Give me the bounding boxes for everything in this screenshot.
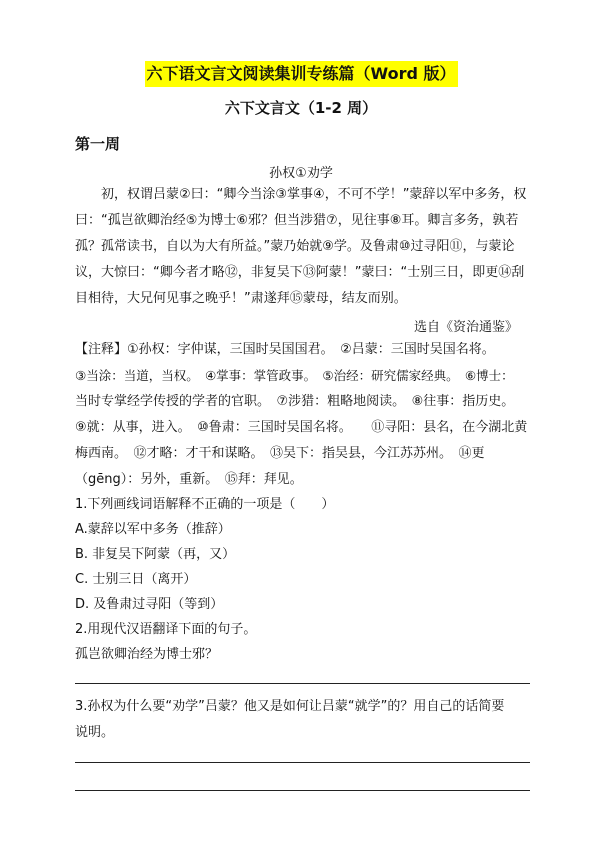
question-1-option-d[interactable]: D. 及鲁肃过寻阳（等到）: [75, 597, 224, 612]
question-1-option-a[interactable]: A.蒙辞以军中多务（推辞）: [75, 522, 231, 537]
document-subtitle: 六下文言文（1-2 周）: [224, 99, 378, 117]
document-title: [0, 61, 602, 87]
passage-line: 议，大惊曰：“卿今者才略⑫，非复吴下⑬阿蒙！”蒙曰：“士别三日，即更⑭刮: [75, 265, 525, 280]
passage-line: 初，权谓吕蒙②曰：“卿今当涂③掌事④，不可不学！”蒙辞以军中多务，权: [75, 187, 527, 202]
answer-line[interactable]: [75, 762, 530, 763]
note-line: 梅西南。 ⑫才略：才干和谋略。 ⑬吴下：指吴县，今江苏苏州。 ⑭更: [75, 446, 485, 461]
passage-line: 曰：“孤岂欲卿治经⑤为博士⑥邪？但当涉猎⑦，见往事⑧耳。卿言多务，孰若: [75, 213, 519, 228]
question-2-sentence: 孤岂欲卿治经为博士邪？: [75, 647, 219, 662]
note-line: （gēng）：另外，重新。 ⑮拜：拜见。: [75, 472, 303, 487]
document-title-text: 六下语文言文阅读集训专练篇（Word 版）: [145, 61, 458, 87]
note-line: ⑨就：从事，进入。 ⑩鲁肃：三国时吴国名将。 ⑪寻阳：县名，在今湖北黄: [75, 420, 528, 435]
passage-source: 选自《资治通鉴》: [413, 320, 518, 335]
question-1-stem: 1.下列画线词语解释不正确的一项是（ ）: [75, 497, 335, 512]
note-line: 当时专掌经学传授的学者的官职。 ⑦涉猎：粗略地阅读。 ⑧往事：指历史。: [75, 394, 515, 409]
question-1-option-c[interactable]: C. 士别三日（离开）: [75, 572, 197, 587]
passage-line: 目相待，大兄何见事之晚乎！”肃遂拜⑮蒙母，结友而别。: [75, 291, 407, 306]
question-2-stem: 2.用现代汉语翻译下面的句子。: [75, 622, 257, 637]
passage-title: 孙权①劝学: [269, 166, 333, 181]
question-1-option-b[interactable]: B. 非复吴下阿蒙（再，又）: [75, 547, 236, 562]
note-line: ③当涂：当道，当权。 ④掌事：掌管政事。 ⑤治经：研究儒家经典。 ⑥博士：: [75, 368, 514, 383]
note-line: 【注释】①孙权：字仲谋，三国时吴国国君。 ②吕蒙：三国时吴国名将。: [75, 342, 495, 357]
answer-line[interactable]: [75, 683, 530, 684]
passage-line: 孤？孤常读书，自以为大有所益。”蒙乃始就⑨学。及鲁肃⑩过寻阳⑪，与蒙论: [75, 239, 515, 254]
answer-line[interactable]: [75, 790, 530, 791]
question-3-stem: 3.孙权为什么要“劝学”吕蒙？他又是如何让吕蒙“就学”的？用自己的话简要: [75, 699, 505, 714]
question-3-stem-cont: 说明。: [75, 725, 115, 740]
week-heading: 第一周: [75, 135, 121, 153]
